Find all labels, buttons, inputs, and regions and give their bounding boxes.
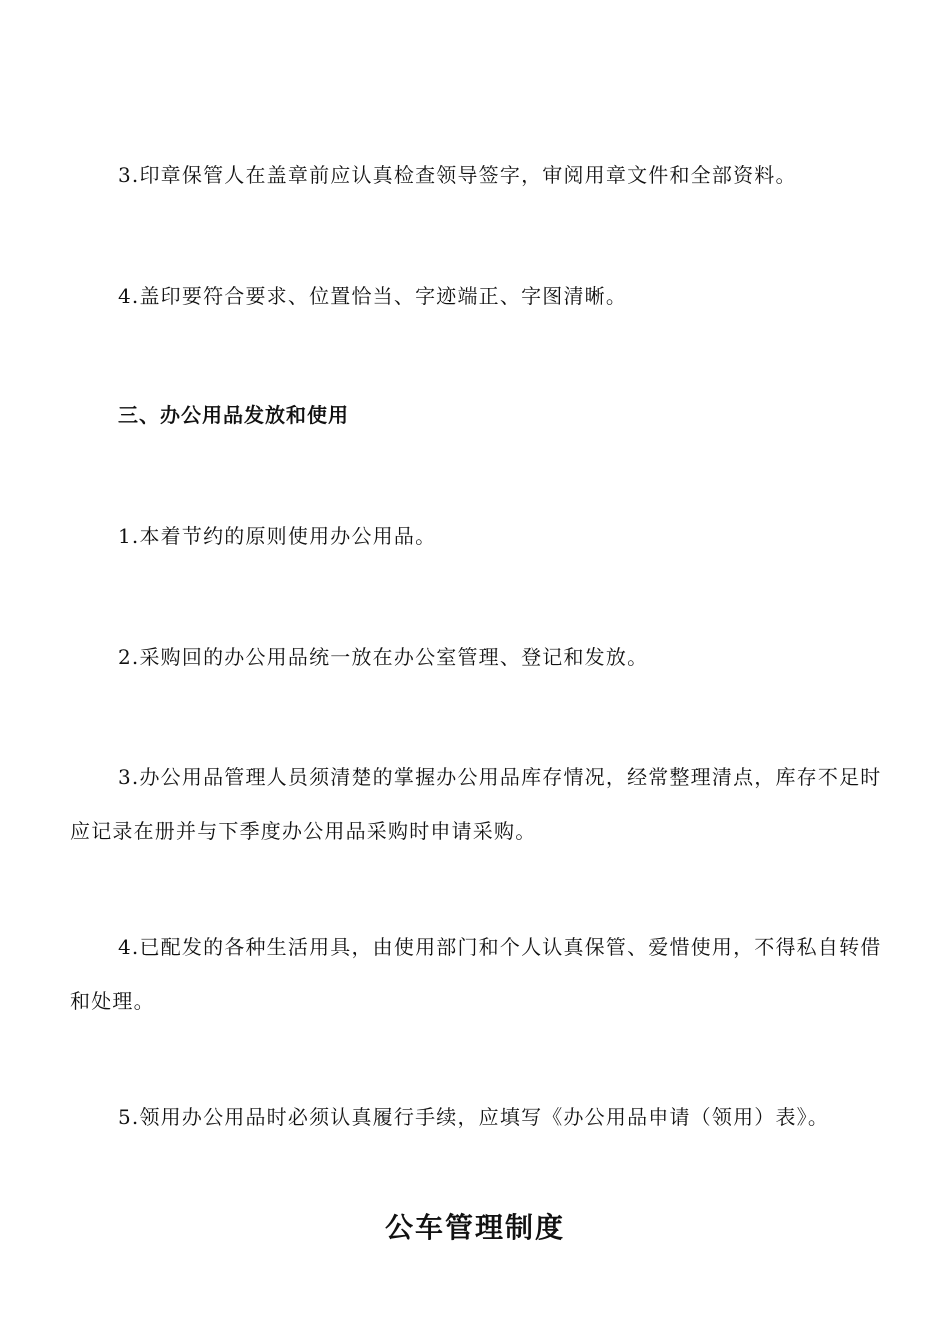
paragraph-seal-requirements: 4.盖印要符合要求、位置恰当、字迹端正、字图清晰。 [118, 284, 628, 308]
paragraph-requisition-procedure: 5.领用办公用品时必须认真履行手续，应填写《办公用品申请（领用）表》。 [118, 1105, 830, 1129]
section-heading-office-supplies: 三、办公用品发放和使用 [118, 403, 349, 427]
paragraph-appliance-care: 4.已配发的各种生活用具，由使用部门和个人认真保管、爱惜使用，不得私自转借和处理。 [70, 935, 882, 1013]
paragraph-seal-inspection: 3.印章保管人在盖章前应认真检查领导签字，审阅用章文件和全部资料。 [118, 163, 797, 187]
paragraph-thrift-principle: 1.本着节约的原则使用办公用品。 [118, 524, 437, 548]
section-title-vehicle-management: 公车管理制度 [384, 1211, 565, 1244]
paragraph-inventory-management: 3.办公用品管理人员须清楚的掌握办公用品库存情况，经常整理清点，库存不足时应记录在册并与下季度办公用品采购时申请采购。 [70, 765, 882, 843]
paragraph-centralized-storage: 2.采购回的办公用品统一放在办公室管理、登记和发放。 [118, 645, 649, 669]
